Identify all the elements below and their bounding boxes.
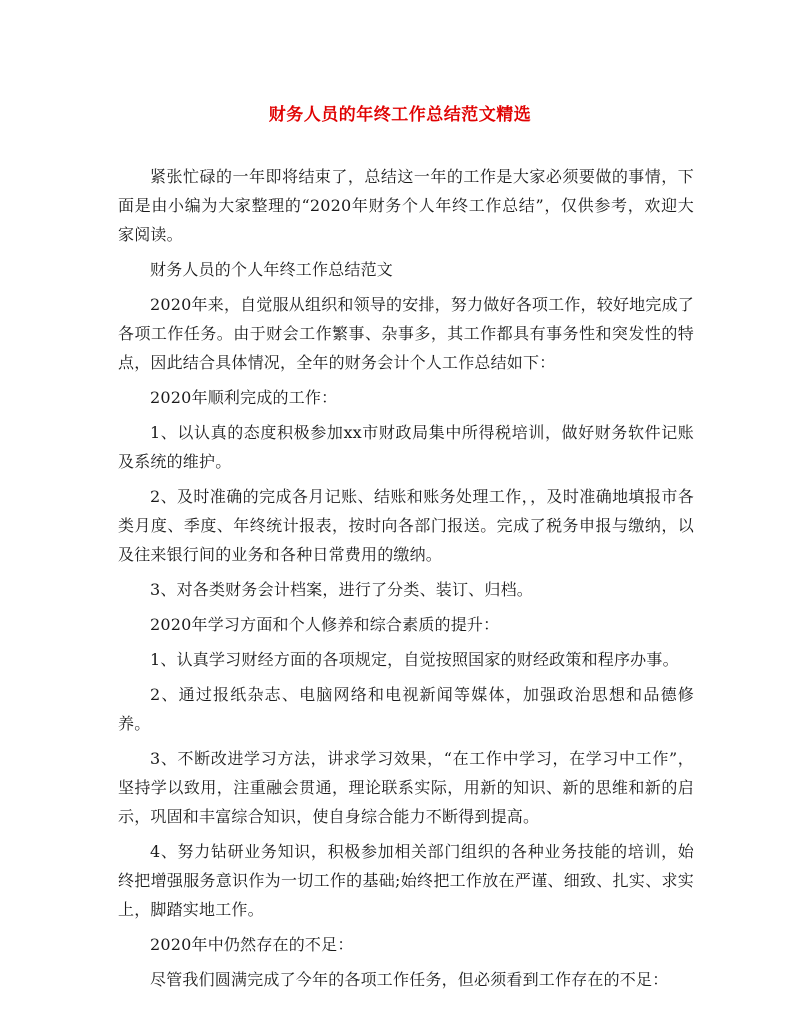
overview-paragraph: 2020年来，自觉服从组织和领导的安排，努力做好各项工作，较好地完成了各项工作任务。由于财会工作繁事、杂事多，其工作都具有事务性和突发性的特点，因此结合具体情况，全年的财务会计个人工作总结如下： — [118, 295, 694, 372]
completed-item-1: 1、以认真的态度积极参加xx市财政局集中所得税培训，做好财务软件记账及系统的维护。 — [118, 423, 694, 471]
document-title: 财务人员的年终工作总结范文精选 — [268, 105, 532, 125]
shortcomings-paragraph: 尽管我们圆满完成了今年的各项工作任务，但必须看到工作存在的不足： — [150, 970, 669, 989]
completed-item-2: 2、及时准确的完成各月记账、结账和账务处理工作，，及时准确地填报市各类月度、季度、年终统计报表，按时向各部门报送。完成了税务申报与缴纳，以及往来银行间的业务和各种日常费用的缴纳。 — [118, 487, 694, 564]
learning-item-1: 1、认真学习财经方面的各项规定，自觉按照国家的财经政策和程序办事。 — [150, 650, 679, 669]
section-heading-summary: 财务人员的个人年终工作总结范文 — [150, 260, 394, 279]
section-heading-learning: 2020年学习方面和个人修养和综合素质的提升： — [150, 615, 500, 634]
section-heading-shortcomings: 2020年中仍然存在的不足： — [150, 935, 354, 954]
completed-item-3: 3、对各类财务会计档案，进行了分类、装订、归档。 — [150, 580, 533, 599]
learning-item-2: 2、通过报纸杂志、电脑网络和电视新闻等媒体，加强政治思想和品德修养。 — [118, 685, 694, 733]
learning-item-3: 3、不断改进学习方法，讲求学习效果，“在工作中学习，在学习中工作”，坚持学以致用，注重融会贯通，理论联系实际，用新的知识、新的思维和新的启示，巩固和丰富综合知识，使自身综合能力不断得到提高。 — [118, 749, 694, 826]
learning-item-4: 4、努力钻研业务知识，积极参加相关部门组织的各种业务技能的培训，始终把增强服务意识作为一切工作的基础;始终把工作放在严谨、细致、扎实、求实上，脚踏实地工作。 — [118, 842, 694, 919]
section-heading-completed-work: 2020年顺利完成的工作： — [150, 388, 338, 407]
document-body — [118, 162, 694, 1000]
intro-paragraph: 紧张忙碌的一年即将结束了，总结这一年的工作是大家必须要做的事情，下面是由小编为大家整理的“2020年财务个人年终工作总结”，仅供参考，欢迎大家阅读。 — [118, 167, 694, 244]
